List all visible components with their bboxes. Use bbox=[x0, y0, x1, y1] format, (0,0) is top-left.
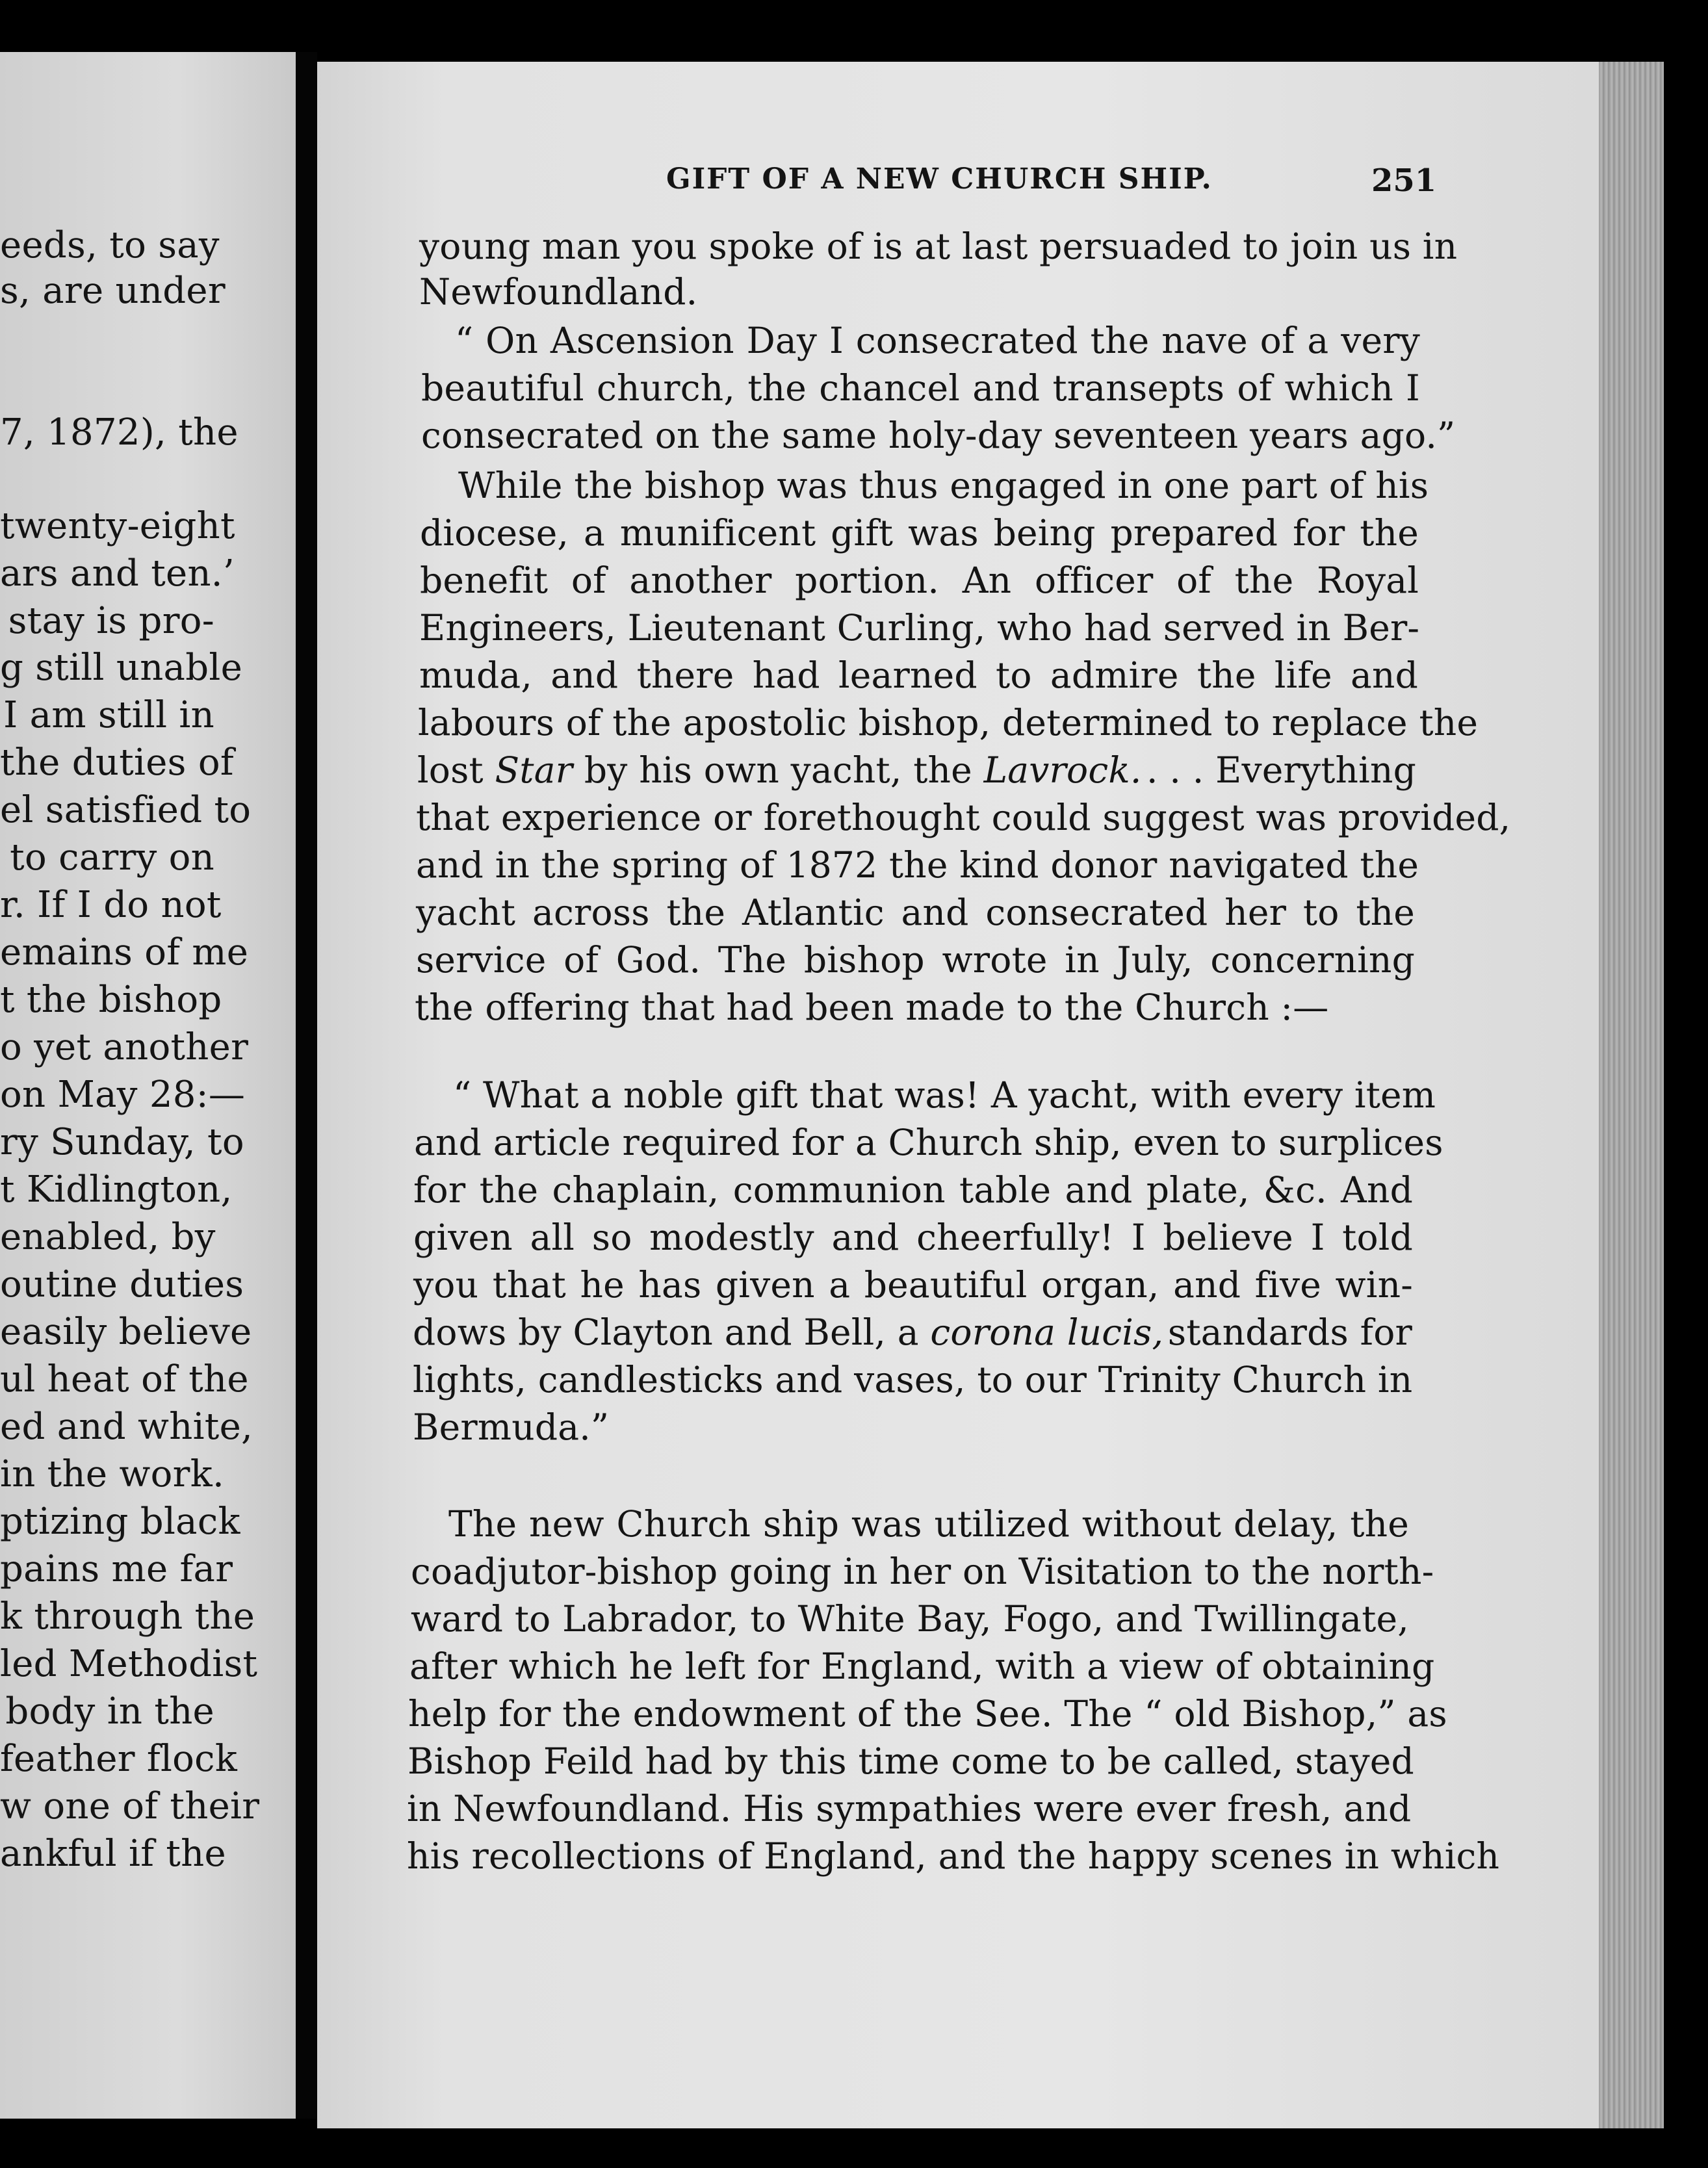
left-line: pains me far bbox=[0, 1548, 233, 1590]
body-line: “ On Ascension Day I consecrated the nave of a very bbox=[455, 320, 1420, 361]
body-line: muda, and there had learned to admire the life and bbox=[419, 654, 1418, 696]
left-line: eeds, to say bbox=[0, 224, 220, 266]
left-line: ptizing black bbox=[0, 1501, 240, 1543]
left-line: in the work. bbox=[0, 1453, 225, 1495]
body-line: yacht across the Atlantic and consecrated her to the bbox=[416, 892, 1415, 933]
body-text: dows by Clayton and Bell, a corona lucis, bbox=[413, 1311, 1164, 1353]
left-line: to carry on bbox=[10, 836, 214, 879]
left-line: body in the bbox=[5, 1690, 214, 1733]
quote-line: lights, candlesticks and vases, to our Trinity Church in bbox=[413, 1359, 1413, 1400]
left-line: ul heat of the bbox=[0, 1358, 249, 1400]
left-line: el satisfied to bbox=[0, 789, 252, 831]
left-page-fragment bbox=[0, 52, 296, 2119]
left-line: stay is pro- bbox=[8, 600, 214, 642]
quote-line: Bermuda.” bbox=[413, 1406, 610, 1448]
ship-name-star: Star bbox=[495, 749, 573, 791]
left-line: g still unable bbox=[0, 647, 243, 689]
quote-line: and article required for a Church ship, even to surplices bbox=[414, 1122, 1443, 1163]
left-line: t the bishop bbox=[0, 979, 222, 1021]
quote-line: for the chaplain, communion table and plate, &c. And bbox=[413, 1169, 1413, 1211]
quote-line: you that he has given a beautiful organ, and five win- bbox=[413, 1264, 1413, 1306]
left-line: on May 28:— bbox=[0, 1074, 246, 1116]
left-line: o yet another bbox=[0, 1026, 249, 1068]
body-line: beautiful church, the chancel and transepts of which I bbox=[421, 367, 1420, 409]
left-line: s, are under bbox=[0, 270, 226, 312]
body-line: While the bishop was thus engaged in one part of his bbox=[458, 465, 1429, 506]
left-line: 7, 1872), the bbox=[0, 411, 239, 454]
body-text: lost Star by his own yacht, the Lavrock. bbox=[417, 749, 1142, 791]
body-line: consecrated on the same holy-day seventeen years ago.” bbox=[421, 415, 1456, 456]
left-line: feather flock bbox=[0, 1738, 238, 1780]
body-line: Newfoundland. bbox=[419, 271, 698, 313]
body-line: The new Church ship was utilized without delay, the bbox=[448, 1503, 1409, 1545]
left-line: outine duties bbox=[0, 1263, 244, 1306]
book-gutter bbox=[296, 52, 317, 2119]
left-line: ankful if the bbox=[0, 1833, 226, 1875]
left-line: enabled, by bbox=[0, 1216, 216, 1258]
body-line: Bishop Feild had by this time come to be called, stayed bbox=[408, 1740, 1414, 1782]
body-line: his recollections of England, and the happy scenes in which bbox=[407, 1835, 1500, 1877]
left-line: ry Sunday, to bbox=[0, 1121, 244, 1163]
left-line: emains of me bbox=[0, 931, 249, 974]
body-line: and in the spring of 1872 the kind donor navigated the bbox=[416, 844, 1419, 886]
body-text: standards for bbox=[1167, 1311, 1412, 1353]
body-line: service of God. The bishop wrote in July, concerning bbox=[416, 939, 1415, 981]
body-line: that experience or forethought could suggest was provided, bbox=[416, 797, 1511, 838]
left-line: twenty-eight bbox=[0, 505, 235, 547]
left-line: ed and white, bbox=[0, 1406, 253, 1448]
quote-line: given all so modestly and cheerfully! I believe I told bbox=[413, 1217, 1413, 1258]
body-line: benefit of another portion. An officer of the Royal bbox=[420, 560, 1419, 601]
body-line: Engineers, Lieutenant Curling, who had served in Ber- bbox=[419, 607, 1420, 649]
quote-line-with-italics bbox=[413, 1311, 1412, 1353]
body-text: . . . Everything bbox=[1146, 749, 1416, 791]
running-title: GIFT OF A NEW CHURCH SHIP. bbox=[666, 162, 1213, 196]
body-line-with-italics bbox=[417, 749, 1416, 791]
page-edge bbox=[1599, 62, 1664, 2128]
left-line: I am still in bbox=[3, 694, 214, 736]
body-line: after which he left for England, with a view of obtaining bbox=[409, 1645, 1435, 1687]
body-line: ward to Labrador, to White Bay, Fogo, and Twillingate, bbox=[411, 1598, 1409, 1640]
left-line: k through the bbox=[0, 1595, 255, 1638]
latin-phrase: corona lucis, bbox=[930, 1311, 1164, 1353]
left-line: w one of their bbox=[0, 1785, 260, 1827]
body-line: diocese, a munificent gift was being prepared for the bbox=[420, 512, 1419, 554]
left-line: r. If I do not bbox=[0, 884, 222, 926]
left-line: the duties of bbox=[0, 742, 234, 784]
body-line: coadjutor-bishop going in her on Visitation to the north- bbox=[411, 1551, 1434, 1592]
body-line: labours of the apostolic bishop, determined to replace the bbox=[418, 702, 1479, 743]
ship-name-lavrock: Lavrock. bbox=[983, 749, 1142, 791]
left-line: ars and ten.’ bbox=[0, 552, 235, 595]
body-line: the offering that had been made to the Church :— bbox=[415, 987, 1329, 1028]
body-line: help for the endowment of the See. The “ old Bishop,” as bbox=[408, 1693, 1447, 1735]
body-line: young man you spoke of is at last persuaded to join us in bbox=[419, 226, 1458, 267]
left-line: easily believe bbox=[0, 1311, 252, 1353]
left-line: led Methodist bbox=[0, 1643, 258, 1685]
page-number: 251 bbox=[1371, 162, 1437, 199]
quote-line: “ What a noble gift that was! A yacht, with every item bbox=[453, 1074, 1436, 1116]
left-line: t Kidlington, bbox=[0, 1168, 233, 1211]
body-line: in Newfoundland. His sympathies were ever fresh, and bbox=[407, 1788, 1412, 1829]
